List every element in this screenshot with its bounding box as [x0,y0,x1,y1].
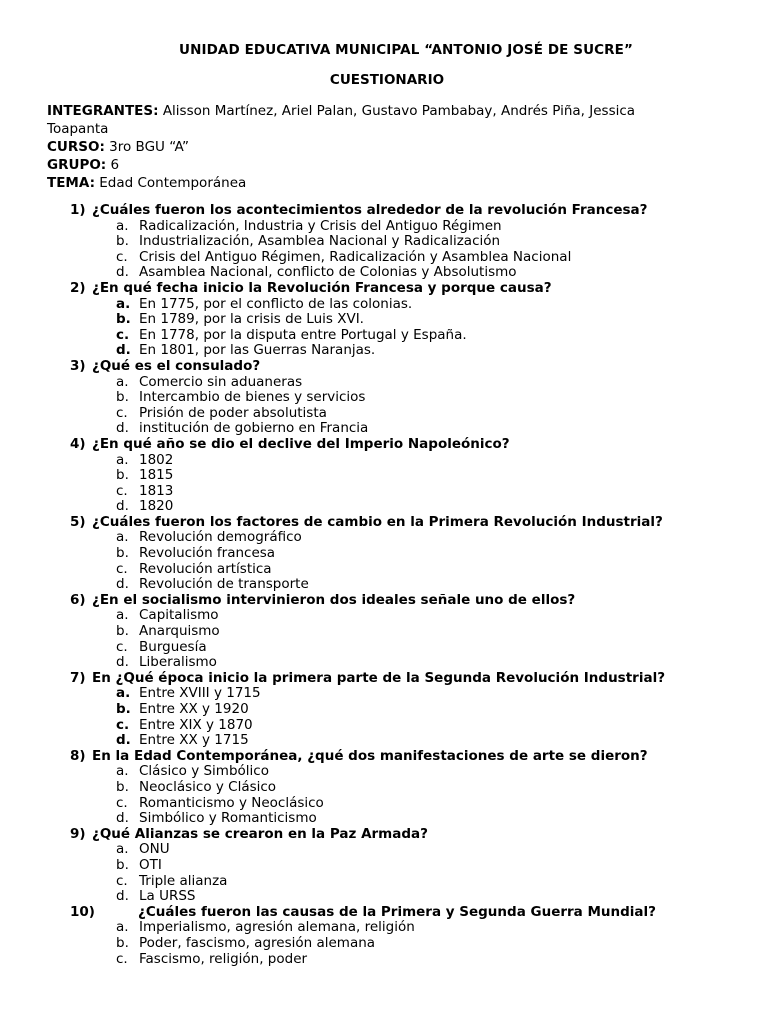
option-letter: b. [116,467,129,484]
option-text: En 1775, por el conflicto de las colonias. [139,295,413,312]
option-text: 1802 [139,451,174,468]
option-text: Revolución demográfico [139,529,302,546]
option-text: Triple alianza [139,872,228,889]
option-text: La URSS [139,888,196,905]
answer-option [0,265,768,281]
question-number: 6) [70,591,86,608]
option-letter: c. [116,638,128,655]
answer-option [0,608,768,624]
answer-option [0,952,768,968]
option-letter: d. [116,576,129,593]
curso-value: 3ro BGU “A” [104,139,190,155]
question-text: ¿Qué es el consulado? [92,357,261,374]
option-text: Burguesía [139,638,207,655]
question-3 [0,359,768,375]
answer-option [0,640,768,656]
question-text: ¿Cuáles fueron los acontecimientos alrededor de la revolución Francesa? [92,202,648,218]
option-letter: b. [116,545,129,562]
option-text: OTI [139,856,162,873]
document-meta [47,102,687,192]
option-letter: a. [116,295,131,312]
option-letter: a. [116,451,129,468]
grupo-value: 6 [106,157,120,173]
option-letter: a. [116,763,129,780]
option-letter: c. [116,482,128,499]
option-letter: d. [116,810,129,827]
option-text: Comercio sin aduaneras [139,373,303,390]
question-9 [0,827,768,843]
answer-option [0,546,768,562]
question-list [0,203,768,967]
answer-option [0,484,768,500]
answer-option [0,390,768,406]
question-number: 7) [70,669,86,686]
question-2 [0,281,768,297]
question-1 [0,203,768,219]
option-text: Liberalismo [139,654,217,671]
answer-option [0,655,768,671]
option-letter: c. [116,248,128,265]
answer-option [0,328,768,344]
integrantes-value: Alisson Martínez, Ariel Palan, Gustavo Pambabay, Andrés Piña, Jessica Toapanta [47,103,636,137]
question-number: 1) [70,202,86,218]
option-letter: d. [116,654,129,671]
option-text: Capitalismo [139,607,219,624]
option-text: ONU [139,841,170,858]
answer-option [0,920,768,936]
option-text: Entre XX y 1920 [139,701,249,717]
answer-option [0,234,768,250]
answer-option [0,562,768,578]
option-letter: d. [116,732,131,749]
integrantes-row [47,102,687,138]
option-text: Neoclásico y Clásico [139,778,277,795]
option-letter: b. [116,389,129,406]
question-4 [0,437,768,453]
option-letter: d. [116,264,129,281]
option-text: Entre XVIII y 1715 [139,685,261,702]
school-name: UNIDAD EDUCATIVA MUNICIPAL “ANTONIO JOSÉ DE SUCRE” [179,42,633,58]
answer-option [0,811,768,827]
option-text: Intercambio de bienes y servicios [139,389,366,406]
answer-option [0,718,768,734]
answer-option [0,796,768,812]
question-number: 4) [70,435,86,452]
answer-option [0,733,768,749]
integrantes-label: INTEGRANTES: [47,103,159,119]
option-text: Entre XIX y 1870 [139,716,253,733]
option-text: En 1801, por las Guerras Naranjas. [139,342,376,359]
question-text: En la Edad Contemporánea, ¿qué dos manifestaciones de arte se dieron? [92,747,648,764]
question-text: ¿Cuáles fueron las causas de la Primera y Segunda Guerra Mundial? [138,903,656,920]
question-text: ¿En qué fecha inicio la Revolución Francesa y porque causa? [92,279,552,296]
answer-option [0,889,768,905]
grupo-label: GRUPO: [47,157,107,173]
answer-option [0,858,768,874]
option-text: En 1778, por la disputa entre Portugal y España. [139,326,467,343]
question-number: 10) [70,903,95,920]
option-letter: d. [116,342,131,359]
option-letter: b. [116,311,131,328]
curso-row [47,138,687,156]
curso-label: CURSO: [47,139,105,155]
answer-option [0,764,768,780]
question-10 [0,905,768,921]
option-letter: d. [116,498,129,515]
option-text: Industrialización, Asamblea Nacional y Radicalización [139,233,501,250]
answer-option [0,842,768,858]
question-6 [0,593,768,609]
answer-option [0,406,768,422]
option-letter: a. [116,685,131,702]
option-text: Anarquismo [139,623,220,640]
answer-option [0,874,768,890]
option-letter: c. [116,794,128,811]
option-text: Crisis del Antiguo Régimen, Radicalización y Asamblea Nacional [139,248,572,265]
answer-option [0,577,768,593]
option-letter: b. [116,623,129,640]
option-text: 1820 [139,498,174,515]
tema-row [47,174,687,192]
tema-value: Edad Contemporánea [94,175,247,191]
question-number: 2) [70,279,86,296]
option-letter: c. [116,560,128,577]
question-5 [0,515,768,531]
option-text: Prisión de poder absolutista [139,404,327,421]
question-7 [0,671,768,687]
option-text: Revolución de transporte [139,576,309,593]
answer-option [0,780,768,796]
option-text: Asamblea Nacional, conflicto de Colonias y Absolutismo [139,264,517,281]
option-letter: c. [116,326,130,343]
option-letter: d. [116,420,129,437]
option-text: Revolución francesa [139,545,276,562]
option-text: En 1789, por la crisis de Luis XVI. [139,311,364,328]
question-text: ¿En qué año se dio el declive del Imperio Napoleónico? [92,435,510,452]
option-text: Clásico y Simbólico [139,763,269,780]
question-number: 3) [70,357,86,374]
option-letter: a. [116,841,129,858]
option-text: institución de gobierno en Francia [139,420,369,437]
question-text: ¿Cuáles fueron los factores de cambio en la Primera Revolución Industrial? [92,513,663,530]
answer-option [0,468,768,484]
question-text: ¿En el socialismo intervinieron dos ideales señale uno de ellos? [92,591,576,608]
answer-option [0,375,768,391]
question-number: 9) [70,825,86,842]
option-letter: c. [116,950,128,967]
option-text: Simbólico y Romanticismo [139,810,317,827]
question-number: 8) [70,747,86,764]
option-letter: c. [116,716,130,733]
answer-option [0,297,768,313]
answer-option [0,499,768,515]
grupo-row [47,156,687,174]
option-text: 1813 [139,482,174,499]
option-letter: b. [116,778,129,795]
answer-option [0,250,768,266]
option-letter: b. [116,233,129,250]
option-letter: a. [116,373,129,390]
option-letter: c. [116,872,128,889]
option-letter: d. [116,888,129,905]
answer-option [0,219,768,235]
answer-option [0,702,768,718]
option-text: Radicalización, Industria y Crisis del Antiguo Régimen [139,217,502,234]
answer-option [0,530,768,546]
answer-option [0,686,768,702]
answer-option [0,343,768,359]
tema-label: TEMA: [47,175,95,191]
option-text: 1815 [139,467,174,484]
option-letter: b. [116,934,129,951]
answer-option [0,936,768,952]
question-text: ¿Qué Alianzas se crearon en la Paz Armada? [92,825,428,842]
question-8 [0,749,768,765]
option-letter: a. [116,529,129,546]
option-text: Fascismo, religión, poder [139,950,308,967]
option-text: Romanticismo y Neoclásico [139,794,324,811]
option-letter: a. [116,919,129,936]
answer-option [0,624,768,640]
answer-option [0,453,768,469]
answer-option [0,421,768,437]
option-text: Imperialismo, agresión alemana, religión [139,919,415,936]
option-letter: b. [116,701,131,717]
option-letter: a. [116,607,129,624]
option-letter: b. [116,856,129,873]
question-number: 5) [70,513,86,530]
document-title: CUESTIONARIO [329,72,445,88]
option-letter: c. [116,404,128,421]
question-text: En ¿Qué época inicio la primera parte de la Segunda Revolución Industrial? [92,669,666,686]
option-letter: a. [116,217,129,234]
option-text: Revolución artística [139,560,272,577]
option-text: Entre XX y 1715 [139,732,249,749]
option-text: Poder, fascismo, agresión alemana [139,934,376,951]
answer-option [0,312,768,328]
